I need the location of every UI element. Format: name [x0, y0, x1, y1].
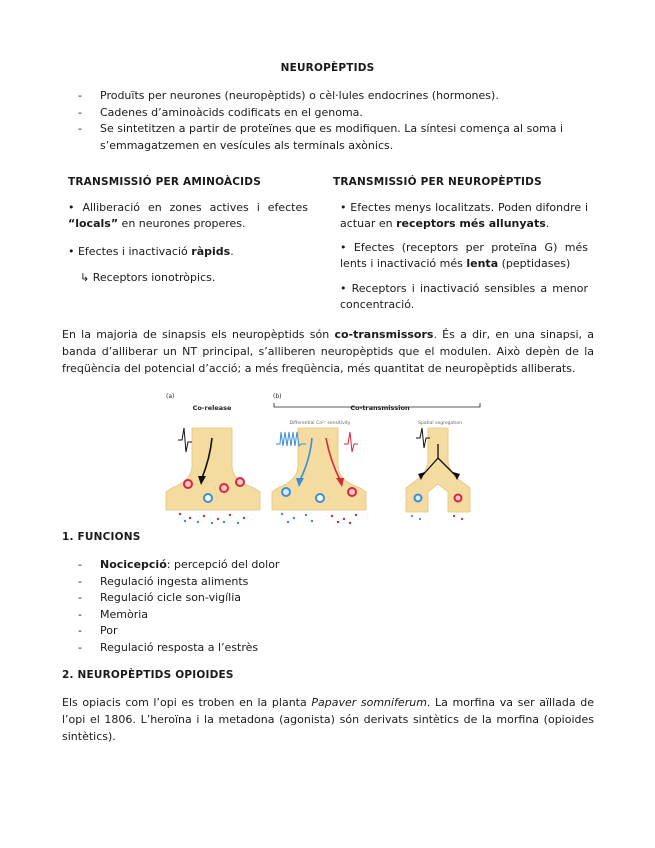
action-potential-a [178, 428, 192, 452]
list-item: - Regulació cicle son-vigília [78, 590, 598, 607]
right-column-point-2: • Efectes (receptors per proteïna G) més lents i inactivació més lenta (peptidases) [340, 241, 588, 270]
vesicle [317, 495, 323, 501]
list-item: - Regulació resposta a l’estrès [78, 640, 598, 657]
vesicle [221, 485, 227, 491]
vesicle [416, 496, 421, 501]
action-potential-single [344, 432, 358, 452]
released-dots-blue [281, 513, 313, 523]
intro-list [78, 88, 598, 154]
co-transmission-label: Co-transmission [350, 404, 410, 412]
co-release-label: Co-release [192, 404, 232, 412]
right-column-point-3: • Receptors i inactivació sensibles a menor concentració. [340, 282, 588, 311]
opioides-paragraph: Els opiacis com l’opi es troben en la planta Papaver somniferum. La morfina va ser aïllada de l’opi el 1806. L’heroïna i la metadona (agonista) són derivats sintètics de la morfina (opioides sintètics). [62, 696, 594, 743]
vesicle [205, 495, 211, 501]
list-item: - Regulació ingesta aliments [78, 574, 598, 591]
page-title: NEUROPÈPTIDS [280, 62, 375, 74]
released-dots-red [331, 514, 357, 524]
list-item: - Memòria [78, 607, 598, 624]
right-column-point-1: • Efectes menys localitzats. Poden difondre i actuar en receptors més allunyats. [340, 201, 588, 230]
list-item: - Nocicepció: percepció del dolor [78, 557, 598, 574]
left-column-subpoint: ↳ Receptors ionotròpics. [80, 271, 216, 284]
left-column-point-1: • Alliberació en zones actives i efectes “locals” en neurones properes. [68, 201, 308, 230]
vesicle [349, 489, 355, 495]
released-dots-blue [411, 515, 421, 520]
list-item: - Produïts per neurones (neuropèptids) o cèl·lules endocrines (hormones). [78, 88, 598, 105]
section-heading-funcions: 1. FUNCIONS [62, 531, 141, 543]
figure-label-b: (b) [273, 393, 282, 400]
spatial-label: Spatial segregation [418, 421, 462, 426]
right-column-heading: TRANSMISSIÓ PER NEUROPÈPTIDS [333, 176, 542, 188]
released-dots-red [179, 513, 245, 520]
synapse-figure [160, 388, 495, 528]
left-column-point-2: • Efectes i inactivació ràpids. [68, 245, 234, 258]
vesicle [456, 496, 461, 501]
figure-label-a: (a) [166, 393, 175, 400]
cotransmission-paragraph: En la majoria de sinapsis els neuropèptids són co-transmissors. És a dir, en una sinapsi, a banda d’alliberar un NT principal, s’alliberen neuropèptids que el modulen. Això depèn de la freqüència del potencial d’acció; a més freqüència, més quantitat de neuropèptids alliberats. [62, 328, 594, 375]
section-heading-opioides: 2. NEUROPÈPTIDS OPIOIDES [62, 669, 234, 681]
vesicle [237, 479, 243, 485]
differential-label: Differential Ca²⁺ sensitivity [289, 421, 351, 426]
funcions-list [78, 557, 598, 656]
released-dots-blue [184, 520, 239, 524]
list-item: - Se sintetitzen a partir de proteïnes que es modifiquen. La síntesi comença al soma i s’emmagatzemen en vesícules als terminals axònics. [78, 121, 598, 154]
vesicle [185, 481, 191, 487]
released-dots-red [453, 515, 463, 520]
vesicle [283, 489, 289, 495]
list-item: - Cadenes d’aminoàcids codificats en el genoma. [78, 105, 598, 122]
list-item: - Por [78, 623, 598, 640]
left-column-heading: TRANSMISSIÓ PER AMINOÀCIDS [68, 176, 261, 188]
